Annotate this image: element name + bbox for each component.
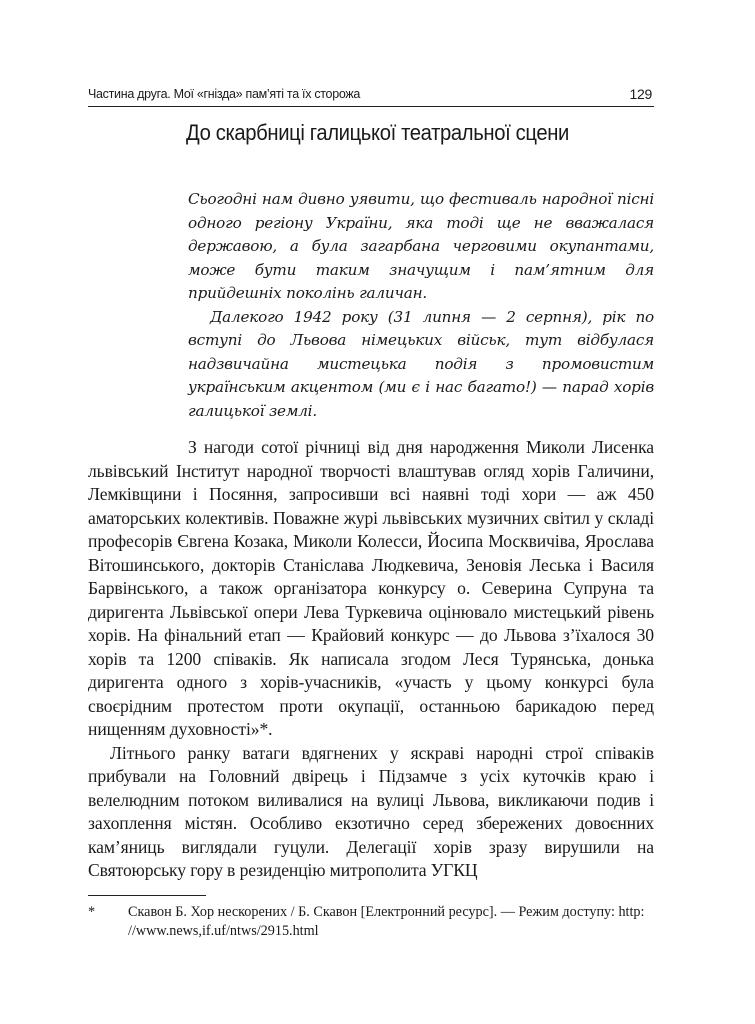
epigraph-paragraph: Сьогодні нам дивно уявити, що фестиваль народної пісні одного регіону України, яка тоді ще не вважалася державою, а була загарбана черговими окупантами, може бути таким значущим і пам’ятним для прийдешніх поколінь галичан. xyxy=(188,190,654,302)
body-paragraph: Літнього ранку ватаги вдягнених у яскраві народні строї співаків прибували на Головний двірець і Підзамче з усіх куточків краю і велелюдним потоком виливалися на вулиці Львова, викликаючи подив і захоплення містян. Особливо екзотично серед збережених довоєнних кам’яниць виглядали гуцули. Делегації хорів зразу вирушили на Святоюрську гору в резиденцію митрополита УГКЦ xyxy=(88,742,654,880)
page-number: 129 xyxy=(629,86,652,102)
chapter-title: До скарбниці галицької театральної сцени xyxy=(185,120,570,145)
footnote-divider xyxy=(88,895,206,896)
footnote-text: Скавон Б. Хор нескорених / Б. Скавон [Електронний ресурс]. — Режим доступу: http: //www.news,if.uf/ntws/2915.html xyxy=(128,904,645,939)
running-header xyxy=(88,86,654,107)
running-title: Частина друга. Мої «гнізда» пам’яті та їх сторожа xyxy=(88,87,361,101)
footnote-mark: * xyxy=(88,904,96,920)
epigraph-paragraph: Далекого 1942 року (31 липня — 2 серпня), рік по вступі до Львова німецьких військ, тут відбулася надзвичайна мистецька подія з промовистим українським акцентом (ми є і нас багато!) — парад хорів галицької землі. xyxy=(188,307,654,420)
body-text xyxy=(88,436,654,883)
body-paragraph: З нагоди сотої річниці від дня народження Миколи Лисенка львівський Інститут народної творчості влаштував огляд хорів Галичини, Лемківщини і Посяння, запросивши всі наявні тоді хори — аж 450 аматорських колективів. Поважне журі львівських музичних світил у складі професорів Євгена Козака, Миколи Колесси, Йосипа Москвичіва, Ярослава Вітошинського, докторів Станіслава Людкевича, Зеновія Леська і Василя Барвінського, а також організатора конкурсу о. Северина Супруна та диригента Львівської опери Лева Туркевича оцінювало мистецький рівень хорів. На фінальний етап — Крайовий конкурс — до Львова з’їхалося 30 хорів та 1200 співаків. Як написала згодом Леся Турянська, донька диригента одного з хорів-учасників, «участь у цьому конкурсі була своєрідним протестом проти окупації, останньою барикадою перед нищенням духовності»*. xyxy=(88,437,654,739)
epigraph xyxy=(188,188,654,423)
footnote xyxy=(88,903,654,941)
